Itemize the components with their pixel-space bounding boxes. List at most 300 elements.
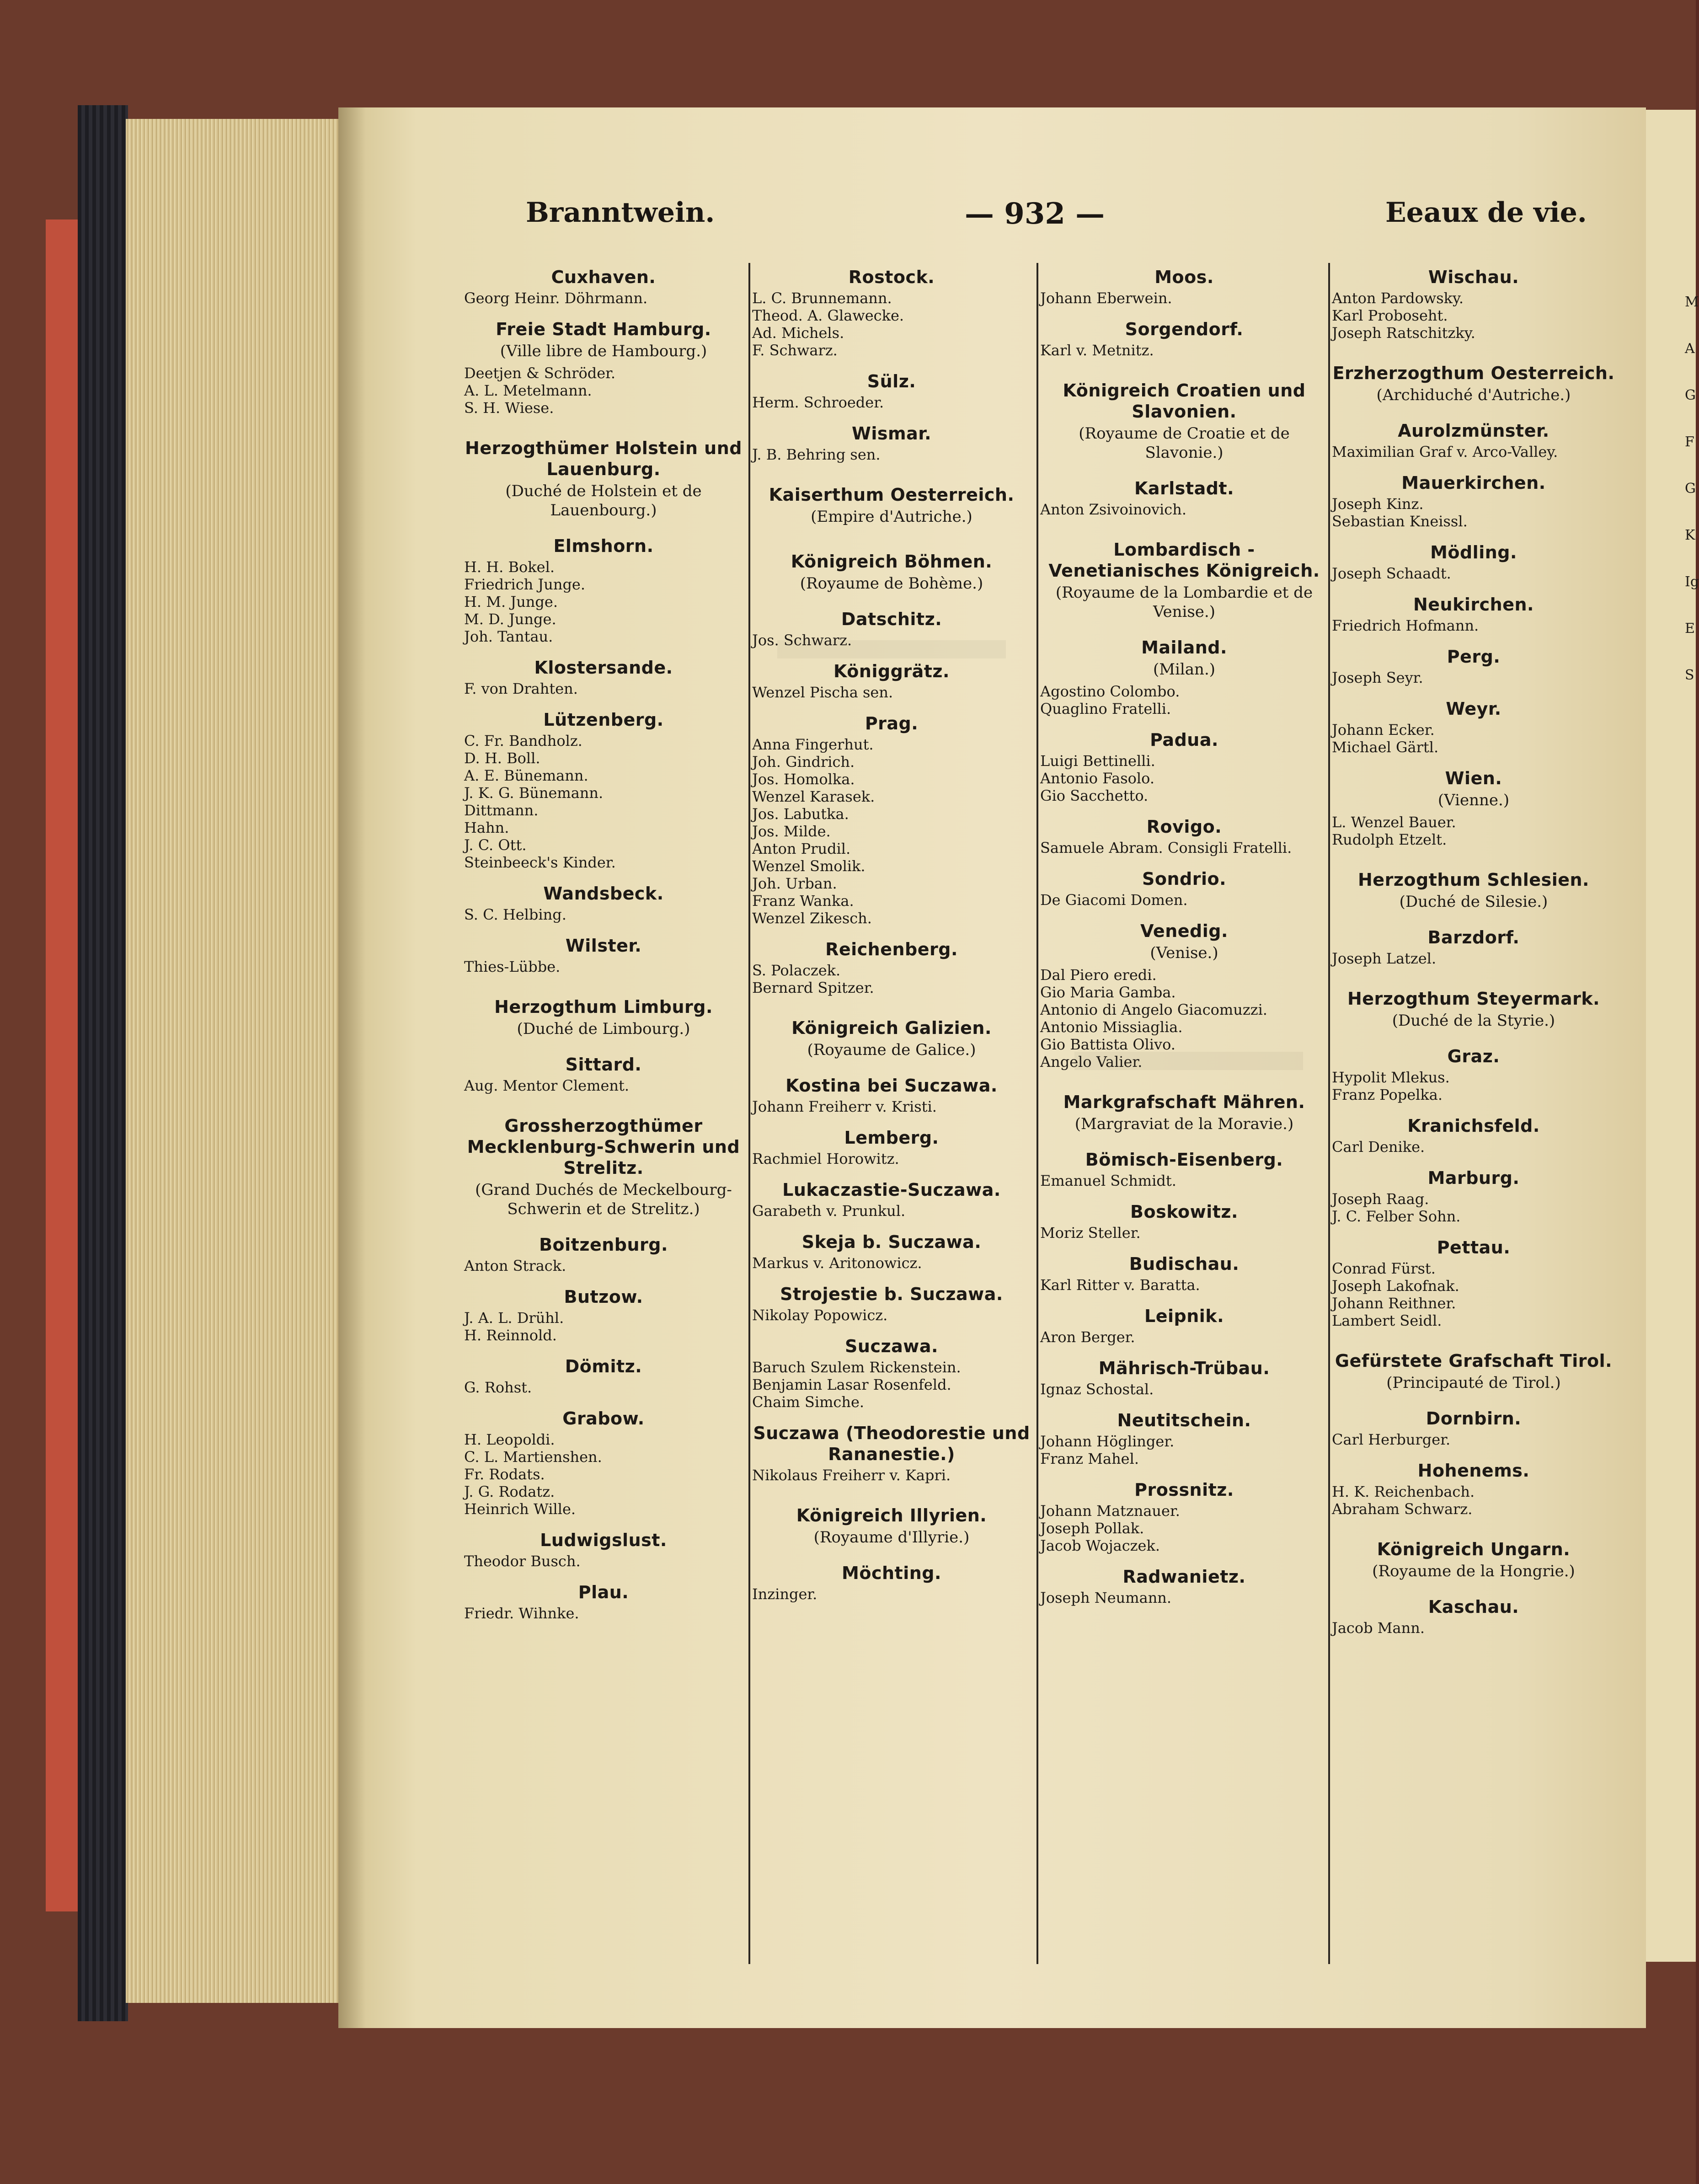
section-title: Prag.: [865, 713, 919, 733]
section-title: Herzogthum Steyermark.: [1347, 989, 1600, 1009]
directory-entry: Emanuel Schmidt.: [1040, 1172, 1176, 1189]
directory-section: [464, 1344, 743, 1396]
gutter-shadow: [338, 107, 366, 2028]
section-gap: [1332, 1103, 1615, 1112]
directory-section: [1332, 267, 1615, 342]
section-title: Suczawa (Theodorestie und Rananestie.): [753, 1423, 1030, 1464]
section-subtitle: (Duché de Holstein et de Lauenbourg.): [505, 482, 702, 519]
section-subtitle: (Royaume de la Hongrie.): [1372, 1562, 1575, 1580]
directory-section: [1332, 1156, 1615, 1225]
section-gap: [752, 1220, 1031, 1228]
directory-entry: Gio Battista Olivo.: [1040, 1036, 1175, 1053]
directory-entry: Franz Mahel.: [1040, 1450, 1139, 1467]
section-title: Elmshorn.: [553, 536, 654, 556]
directory-section: [1040, 1346, 1328, 1398]
section-title: Cuxhaven.: [551, 267, 656, 287]
directory-section: [464, 1274, 743, 1344]
directory-entry: Johann Matznauer.: [1040, 1502, 1180, 1520]
directory-entry: Karl v. Metnitz.: [1040, 342, 1154, 359]
section-subtitle: (Royaume d'Illyrie.): [813, 1528, 970, 1547]
directory-entry: Maximilian Graf v. Arco-Valley.: [1332, 443, 1558, 460]
directory-entry: Friedrich Hofmann.: [1332, 617, 1479, 634]
directory-entry: Nikolay Popowicz.: [752, 1306, 888, 1324]
section-gap: [1332, 460, 1615, 469]
directory-section: [1040, 1398, 1328, 1467]
section-gap: [752, 1115, 1031, 1124]
section-gap: [1040, 1137, 1328, 1146]
section-title: Pettau.: [1437, 1237, 1511, 1258]
directory-entry: Joseph Neumann.: [1040, 1589, 1172, 1606]
section-gap: [1040, 1242, 1328, 1250]
directory-entry: Samuele Abram. Consigli Fratelli.: [1040, 839, 1292, 856]
directory-entry: Wenzel Zikesch.: [752, 910, 872, 927]
directory-entry: Jos. Schwarz.: [752, 632, 852, 649]
directory-entry: Fr. Rodats.: [464, 1466, 545, 1483]
section-title: Sondrio.: [1142, 869, 1227, 889]
section-gap: [464, 1222, 743, 1231]
section-gap: [1040, 717, 1328, 726]
section-gap: [464, 1396, 743, 1404]
directory-entry: Joh. Urban.: [752, 875, 837, 892]
section-title: Rovigo.: [1146, 817, 1222, 837]
section-title: Karlstadt.: [1134, 478, 1234, 498]
section-gap: [752, 1411, 1031, 1419]
section-title: Königgrätz.: [833, 661, 950, 681]
directory-section: [1332, 1448, 1615, 1518]
directory-section: [1040, 466, 1328, 518]
directory-section: [1332, 1103, 1615, 1156]
section-gap: [752, 649, 1031, 657]
directory-entry: Abraham Schwarz.: [1332, 1500, 1473, 1518]
section-title: Wismar.: [851, 423, 932, 444]
directory-entry: Markus v. Aritonowicz.: [752, 1254, 922, 1272]
directory-entry: Karl Ritter v. Baratta.: [1040, 1276, 1200, 1294]
column-rule: [1328, 263, 1330, 1964]
directory-section: [1040, 267, 1328, 307]
section-subtitle: (Milan.): [1153, 660, 1216, 679]
section-gap: [1332, 1034, 1615, 1042]
section-title: Sorgendorf.: [1125, 319, 1244, 339]
directory-entry: Aron Berger.: [1040, 1328, 1135, 1346]
directory-entry: Franz Popelka.: [1332, 1086, 1443, 1103]
section-gap: [464, 1570, 743, 1578]
directory-section: [1332, 582, 1615, 634]
section-title: Boitzenburg.: [539, 1235, 668, 1255]
section-gap: [752, 1551, 1031, 1559]
section-gap: [1040, 518, 1328, 535]
margin-letter: E: [1685, 621, 1695, 637]
directory-entry: L. Wenzel Bauer.: [1332, 814, 1456, 831]
directory-entry: Johann Eberwein.: [1040, 289, 1172, 307]
directory-section: [1040, 804, 1328, 856]
directory-section: [1332, 1396, 1615, 1448]
directory-entry: Rachmiel Horowitz.: [752, 1150, 899, 1167]
section-title: Dornbirn.: [1426, 1408, 1522, 1429]
directory-entry: De Giacomi Domen.: [1040, 891, 1188, 909]
directory-section: [1332, 915, 1615, 967]
section-title: Graz.: [1447, 1046, 1500, 1066]
section-subtitle: (Grand Duchés de Meckelbourg-Schwerin et de Strelitz.): [475, 1181, 732, 1218]
directory-section: [752, 411, 1031, 463]
directory-section: [464, 975, 743, 1038]
directory-entry: Jos. Milde.: [752, 823, 831, 840]
section-subtitle: (Duché de Silesie.): [1399, 893, 1548, 911]
column-rule: [748, 263, 750, 1964]
section-gap: [464, 1274, 743, 1283]
directory-entry: Sebastian Kneissl.: [1332, 513, 1468, 530]
directory-section: [464, 645, 743, 697]
directory-entry: Karl Proboseht.: [1332, 307, 1448, 324]
section-title: Königreich Illyrien.: [796, 1505, 987, 1526]
directory-entry: Johann Ecker.: [1332, 721, 1435, 739]
section-title: Wilster.: [565, 936, 642, 956]
book-binding: [78, 105, 128, 2021]
section-gap: [464, 417, 743, 434]
directory-entry: J. C. Felber Sohn.: [1332, 1208, 1461, 1225]
directory-section: [464, 1042, 743, 1094]
directory-section: [752, 463, 1031, 526]
section-subtitle: (Margraviat de la Moravie.): [1074, 1115, 1294, 1133]
section-title: Budischau.: [1129, 1254, 1240, 1274]
section-title: Suczawa.: [845, 1336, 938, 1356]
directory-entry: Anton Prudil.: [752, 840, 851, 857]
page-stack-edge: [126, 119, 341, 2003]
section-gap: [1040, 1071, 1328, 1088]
directory-section: [1040, 1137, 1328, 1189]
section-gap: [752, 1324, 1031, 1332]
directory-entry: Angelo Valier.: [1040, 1053, 1143, 1071]
directory-section: [464, 1518, 743, 1570]
directory-section: [464, 417, 743, 520]
section-gap: [752, 1272, 1031, 1280]
directory-entry: L. C. Brunnemann.: [752, 289, 892, 307]
section-gap: [1332, 915, 1615, 923]
directory-entry: S. C. Helbing.: [464, 906, 566, 923]
section-title: Leipnik.: [1144, 1306, 1224, 1326]
directory-section: [1332, 342, 1615, 405]
directory-entry: Joseph Latzel.: [1332, 950, 1437, 967]
section-gap: [1332, 342, 1615, 359]
directory-section: [1040, 717, 1328, 804]
section-gap: [1332, 1156, 1615, 1164]
directory-section: [464, 524, 743, 645]
directory-section: [752, 996, 1031, 1060]
section-title: Datschitz.: [841, 609, 942, 629]
directory-entry: S. Polaczek.: [752, 962, 841, 979]
section-gap: [752, 927, 1031, 935]
section-title: Mauerkirchen.: [1401, 473, 1546, 493]
directory-section: [1040, 856, 1328, 909]
section-title: Lützenberg.: [543, 710, 664, 730]
section-title: Hohenems.: [1417, 1461, 1530, 1481]
directory-entry: Jacob Wojaczek.: [1040, 1537, 1160, 1554]
directory-entry: Quaglino Fratelli.: [1040, 700, 1171, 717]
section-title: Marburg.: [1427, 1168, 1520, 1188]
section-subtitle: (Vienne.): [1437, 791, 1510, 809]
directory-section: [1040, 1189, 1328, 1242]
column-rule: [1036, 263, 1038, 1964]
section-gap: [464, 871, 743, 879]
section-title: Skeja b. Suczawa.: [801, 1232, 982, 1252]
section-title: Lombardisch - Venetianisches Königreich.: [1048, 540, 1320, 581]
section-title: Königreich Böhmen.: [791, 551, 993, 572]
section-title: Strojestie b. Suczawa.: [780, 1284, 1003, 1304]
section-gap: [1040, 1346, 1328, 1354]
section-subtitle: (Royaume de Bohème.): [800, 574, 983, 593]
margin-letter: A: [1685, 341, 1695, 357]
section-title: Mödling.: [1430, 542, 1517, 562]
directory-entry: Lambert Seidl.: [1332, 1312, 1442, 1329]
section-gap: [464, 1094, 743, 1112]
directory-section: [464, 1094, 743, 1219]
section-gap: [1040, 1294, 1328, 1302]
section-title: Padua.: [1150, 730, 1218, 750]
section-title: Königreich Ungarn.: [1377, 1539, 1571, 1559]
directory-entry: Anna Fingerhut.: [752, 736, 874, 753]
margin-letter: K: [1685, 527, 1695, 543]
directory-entry: Nikolaus Freiherr v. Kapri.: [752, 1467, 951, 1484]
section-subtitle: (Royaume de Croatie et de Slavonie.): [1079, 424, 1290, 462]
directory-entry: Gio Maria Gamba.: [1040, 984, 1176, 1001]
directory-section: [1040, 518, 1328, 621]
directory-entry: J. G. Rodatz.: [464, 1483, 555, 1500]
directory-section: [464, 307, 743, 417]
directory-entry: Joseph Pollak.: [1040, 1520, 1144, 1537]
directory-section: [464, 1222, 743, 1274]
directory-entry: Johann Freiherr v. Kristi.: [752, 1098, 937, 1115]
section-title: Aurolzmünster.: [1398, 421, 1549, 441]
section-title: Sittard.: [565, 1055, 642, 1075]
directory-entry: H. Reinnold.: [464, 1327, 557, 1344]
directory-entry: Gio Sacchetto.: [1040, 787, 1149, 804]
section-title: Kostina bei Suczawa.: [785, 1076, 998, 1096]
section-title: Kaiserthum Oesterreich.: [769, 485, 1015, 505]
column-2: [752, 263, 1031, 1603]
directory-section: [752, 1411, 1031, 1484]
directory-entry: Hahn.: [464, 819, 509, 836]
column-3: [1040, 263, 1328, 1606]
directory-section: [1040, 909, 1328, 1071]
directory-section: [1040, 1242, 1328, 1294]
section-gap: [464, 1518, 743, 1526]
section-title: Wien.: [1445, 768, 1502, 788]
section-title: Ludwigslust.: [540, 1530, 667, 1550]
section-title: Freie Stadt Hamburg.: [496, 319, 711, 339]
section-gap: [464, 1344, 743, 1352]
directory-entry: C. L. Martienshen.: [464, 1448, 602, 1466]
directory-entry: Deetjen & Schröder.: [464, 364, 616, 382]
directory-entry: Ignaz Schostal.: [1040, 1381, 1154, 1398]
directory-entry: Heinrich Wille.: [464, 1500, 576, 1518]
directory-section: [1332, 1034, 1615, 1103]
section-gap: [464, 307, 743, 315]
directory-entry: Joseph Kinz.: [1332, 495, 1424, 513]
section-gap: [752, 530, 1031, 547]
directory-entry: Joseph Ratschitzky.: [1332, 324, 1475, 342]
directory-entry: Joseph Schaadt.: [1332, 565, 1451, 582]
directory-section: [1332, 1518, 1615, 1581]
directory-entry: Antonio di Angelo Giacomuzzi.: [1040, 1001, 1267, 1018]
directory-section: [752, 530, 1031, 593]
directory-entry: Johann Reithner.: [1332, 1295, 1456, 1312]
directory-entry: Rudolph Etzelt.: [1332, 831, 1447, 848]
directory-section: [1332, 756, 1615, 848]
directory-entry: Dittmann.: [464, 802, 539, 819]
section-title: Dömitz.: [565, 1356, 642, 1376]
section-gap: [752, 463, 1031, 481]
section-title: Reichenberg.: [825, 939, 958, 959]
section-gap: [752, 1167, 1031, 1176]
directory-entry: Conrad Fürst.: [1332, 1260, 1436, 1277]
section-gap: [1040, 1189, 1328, 1198]
section-title: Kaschau.: [1428, 1597, 1519, 1617]
directory-entry: Franz Wanka.: [752, 892, 854, 910]
section-title: Sülz.: [867, 371, 916, 391]
section-title: Boskowitz.: [1130, 1202, 1238, 1222]
directory-entry: Antonio Fasolo.: [1040, 770, 1155, 787]
section-title: Prossnitz.: [1134, 1480, 1234, 1500]
directory-section: [464, 871, 743, 923]
section-title: Radwanietz.: [1122, 1567, 1246, 1587]
section-gap: [1332, 1225, 1615, 1233]
section-subtitle: (Archiduché d'Autriche.): [1376, 386, 1571, 404]
section-title: Neukirchen.: [1413, 594, 1534, 615]
directory-entry: Luigi Bettinelli.: [1040, 752, 1155, 770]
directory-entry: Johann Höglinger.: [1040, 1433, 1175, 1450]
section-subtitle: (Venise.): [1150, 944, 1218, 962]
section-gap: [1040, 466, 1328, 474]
directory-section: [464, 697, 743, 871]
section-subtitle: (Royaume de la Lombardie et de Venise.): [1055, 583, 1313, 621]
section-title: Gefürstete Grafschaft Tirol.: [1335, 1351, 1613, 1371]
directory-section: [1040, 359, 1328, 462]
directory-entry: Joseph Lakofnak.: [1332, 1277, 1459, 1295]
directory-section: [1332, 1329, 1615, 1392]
page-number: — 932 —: [965, 197, 1105, 231]
directory-entry: J. A. L. Drühl.: [464, 1309, 564, 1327]
section-gap: [752, 359, 1031, 367]
section-title: Moos.: [1154, 267, 1214, 287]
section-gap: [1332, 1448, 1615, 1456]
section-title: Weyr.: [1446, 699, 1501, 719]
directory-section: [752, 267, 1031, 359]
margin-letter: G: [1685, 387, 1696, 403]
directory-entry: Aug. Mentor Clement.: [464, 1077, 630, 1094]
directory-section: [752, 359, 1031, 411]
directory-entry: Antonio Missiaglia.: [1040, 1018, 1183, 1036]
directory-entry: Garabeth v. Prunkul.: [752, 1202, 906, 1220]
directory-section: [752, 1115, 1031, 1167]
directory-entry: Moriz Steller.: [1040, 1224, 1141, 1242]
section-title: Barzdorf.: [1427, 927, 1520, 947]
directory-entry: Joh. Gindrich.: [752, 753, 855, 771]
section-subtitle: (Ville libre de Hambourg.): [500, 342, 707, 360]
section-gap: [1040, 909, 1328, 917]
directory-entry: G. Rohst.: [464, 1379, 532, 1396]
directory-entry: Dal Piero eredi.: [1040, 966, 1157, 984]
section-gap: [1040, 359, 1328, 376]
directory-entry: Ad. Michels.: [752, 324, 844, 342]
section-title: Venedig.: [1140, 921, 1228, 941]
directory-section: [464, 1570, 743, 1622]
directory-entry: J. C. Ott.: [464, 836, 527, 854]
section-gap: [752, 701, 1031, 709]
section-title: Herzogthum Schlesien.: [1358, 870, 1589, 890]
section-title: Möchting.: [842, 1563, 941, 1583]
directory-entry: Carl Denike.: [1332, 1138, 1425, 1156]
directory-entry: Jos. Labutka.: [752, 805, 849, 823]
section-gap: [1332, 1396, 1615, 1404]
column-4: [1332, 263, 1615, 1637]
directory-section: [752, 1167, 1031, 1220]
directory-section: [752, 1484, 1031, 1547]
directory-entry: Hypolit Mlekus.: [1332, 1069, 1450, 1086]
section-title: Grossherzogthümer Mecklenburg-Schwerin und Strelitz.: [467, 1116, 740, 1178]
directory-entry: Joseph Seyr.: [1332, 669, 1423, 686]
directory-section: [1040, 1554, 1328, 1606]
section-subtitle: (Duché de la Styrie.): [1392, 1012, 1555, 1030]
section-gap: [752, 1484, 1031, 1501]
directory-entry: Steinbeeck's Kinder.: [464, 854, 616, 871]
directory-section: [1332, 408, 1615, 460]
section-title: Bömisch-Eisenberg.: [1085, 1150, 1283, 1170]
directory-section: [464, 923, 743, 975]
section-subtitle: (Principauté de Tirol.): [1386, 1374, 1561, 1392]
directory-section: [1332, 848, 1615, 911]
directory-section: [1040, 1071, 1328, 1134]
directory-entry: J. B. Behring sen.: [752, 446, 881, 463]
directory-entry: Anton Strack.: [464, 1257, 566, 1274]
section-gap: [1040, 1398, 1328, 1406]
section-title: Markgrafschaft Mähren.: [1063, 1092, 1305, 1112]
section-gap: [464, 697, 743, 706]
section-title: Lemberg.: [844, 1128, 939, 1148]
directory-entry: Michael Gärtl.: [1332, 739, 1439, 756]
directory-entry: H. K. Reichenbach.: [1332, 1483, 1475, 1500]
directory-section: [1332, 1225, 1615, 1329]
directory-section: [752, 927, 1031, 996]
directory-entry: Wenzel Pischa sen.: [752, 684, 893, 701]
directory-section: [752, 1324, 1031, 1411]
section-gap: [1332, 634, 1615, 642]
directory-entry: Georg Heinr. Döhrmann.: [464, 289, 648, 307]
directory-section: [1332, 967, 1615, 1030]
directory-section: [1040, 307, 1328, 359]
section-title: Rostock.: [848, 267, 935, 287]
margin-letter: G: [1685, 481, 1696, 497]
directory-entry: Herm. Schroeder.: [752, 394, 884, 411]
directory-section: [464, 267, 743, 307]
directory-entry: Theodor Busch.: [464, 1552, 581, 1570]
section-title: Erzherzogthum Oesterreich.: [1332, 363, 1615, 383]
directory-entry: Baruch Szulem Rickenstein.: [752, 1359, 961, 1376]
directory-entry: C. Fr. Bandholz.: [464, 732, 582, 749]
directory-entry: Friedr. Wihnke.: [464, 1605, 579, 1622]
directory-entry: Chaim Simche.: [752, 1393, 865, 1411]
section-gap: [752, 1063, 1031, 1071]
margin-letter: F: [1685, 434, 1694, 450]
directory-entry: Benjamin Lasar Rosenfeld.: [752, 1376, 951, 1393]
section-gap: [1332, 1329, 1615, 1347]
margin-letter: M: [1685, 294, 1699, 310]
directory-section: [752, 1272, 1031, 1324]
section-gap: [464, 923, 743, 931]
section-title: Königreich Croatien und Slavonien.: [1063, 380, 1306, 422]
directory-entry: Theod. A. Glawecke.: [752, 307, 904, 324]
section-title: Butzow.: [564, 1287, 643, 1307]
section-gap: [464, 1042, 743, 1050]
section-gap: [464, 524, 743, 532]
